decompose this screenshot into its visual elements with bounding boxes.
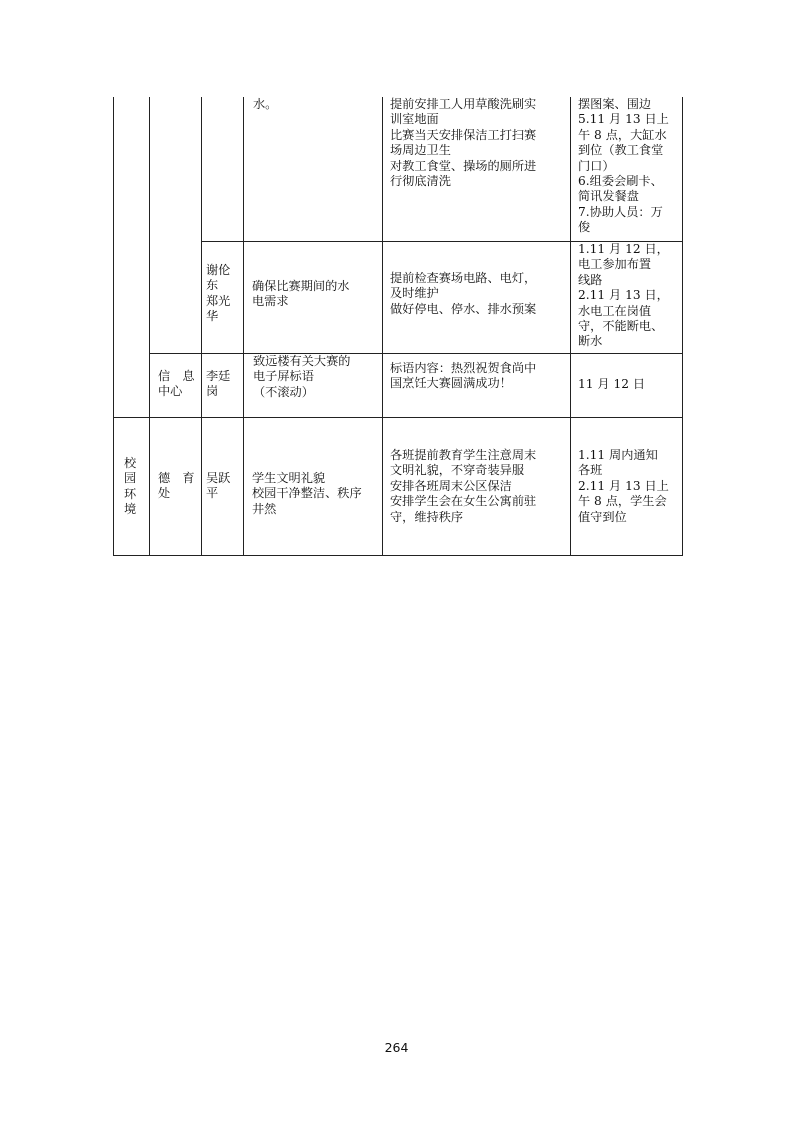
row2-person-cell: 谢伦 东 郑光 华 [206,263,231,324]
row3-content-cell: 致远楼有关大赛的 电子屏标语 （不滚动） [253,354,351,399]
row2-measure-cell: 提前检查赛场电路、电灯， 及时维护 做好停电、停水、排水预案 [390,271,537,316]
row2-content-cell: 确保比赛期间的水 电需求 [252,279,350,309]
row4-dept-cell: 德 育 处 [158,471,195,501]
row1-note-cell: 摆图案、围边 5.11 月 13 日上 午 8 点，大缸水 到位（教工食堂 门口） 6.组委会刷卡、 简讯发餐盘 7.协助人员：万 俊 [578,97,669,235]
arrangement-table [113,97,683,556]
col-divider-1 [149,97,150,555]
row4-category-cell: 校 园 环 境 [124,456,137,517]
row4-content-cell: 学生文明礼貌 校园干净整洁、秩序 井然 [252,471,362,516]
row-divider-3 [114,417,683,418]
row-divider-2 [149,353,683,354]
col-divider-2 [201,97,202,555]
row3-measure-cell: 标语内容：热烈祝贺食尚中 国烹饪大赛圆满成功！ [390,361,537,391]
col-divider-5 [570,97,571,555]
row2-note-cell: 1.11 月 12 日， 电工参加布置 线路 2.11 月 13 日， 水电工在岗值 守，不能断电、 断水 [578,242,669,349]
row3-dept-cell: 信 息 中心 [158,369,195,399]
row1-measure-cell: 提前安排工人用草酸洗刷实 训室地面 比赛当天安排保洁工打扫赛 场周边卫生 对教工食堂、操场的厕所进 行彻底清洗 [390,97,537,189]
col-divider-3 [243,97,244,555]
col-divider-4 [382,97,383,555]
row3-note-cell: 11 月 12 日 [578,377,646,391]
row3-person-cell: 李廷 岗 [206,369,231,399]
row4-person-cell: 吴跃 平 [206,471,231,501]
row1-content-cell: 水。 [253,97,278,111]
page-number: 264 [384,1040,409,1055]
row4-note-cell: 1.11 周内通知 各班 2.11 月 13 日上 午 8 点，学生会 值守到位 [578,448,669,524]
row4-measure-cell: 各班提前教育学生注意周末 文明礼貌，不穿奇装异服 安排各班周末公区保洁 安排学生会在女生公寓前驻 守，维持秩序 [390,448,537,524]
